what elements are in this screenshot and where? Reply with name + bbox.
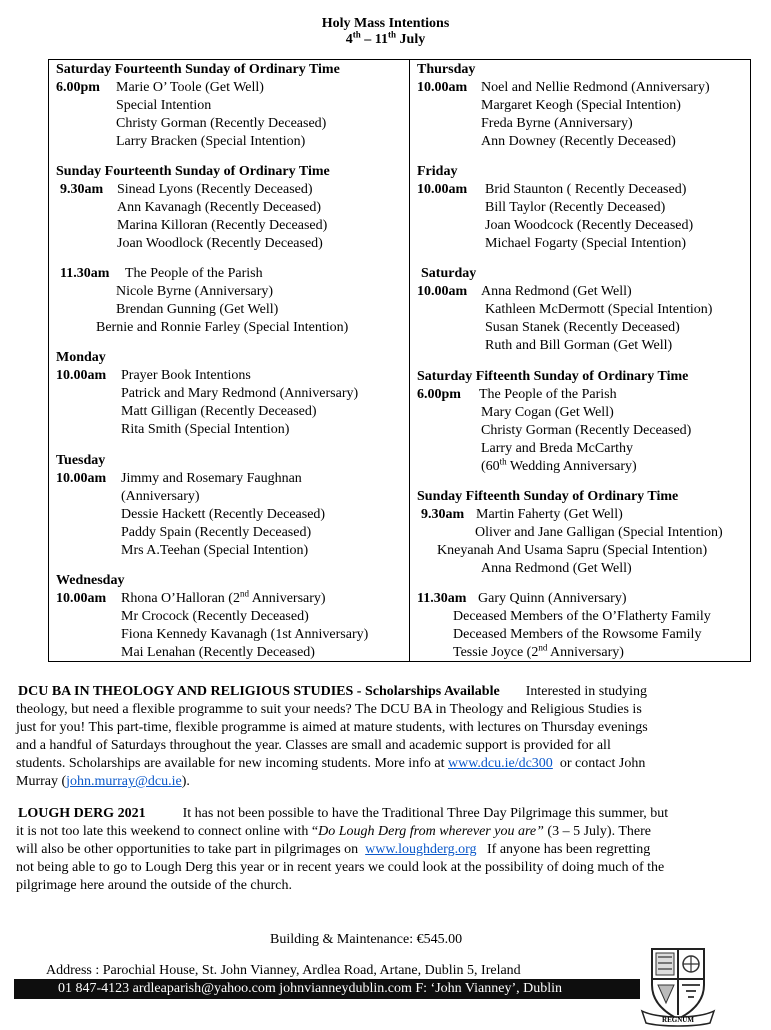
intention-line: Matt Gilligan (Recently Deceased) xyxy=(121,404,317,419)
right-thu-heading: Thursday xyxy=(417,62,476,77)
intention-line: Margaret Keogh (Special Intention) xyxy=(481,98,681,113)
paragraph-line xyxy=(16,823,651,841)
paragraph-line xyxy=(16,841,650,859)
dcu-heading: DCU BA IN THEOLOGY AND RELIGIOUS STUDIES - Scholarships Available xyxy=(18,684,500,699)
intention-line: Mr Crocock (Recently Deceased) xyxy=(121,609,309,624)
date-range xyxy=(0,29,771,48)
intention-line: Larry Bracken (Special Intention) xyxy=(116,134,306,149)
intention-line: Mrs A.Teehan (Special Intention) xyxy=(121,543,309,558)
intention-line: Larry and Breda McCarthy xyxy=(481,441,633,456)
ordinal-suffix: th xyxy=(499,456,507,467)
ordinal-suffix: nd xyxy=(538,642,548,653)
right-sat2-time: 6.00pm xyxy=(417,387,461,402)
intention-line: Bill Taylor (Recently Deceased) xyxy=(485,200,666,215)
intention-line: Paddy Spain (Recently Deceased) xyxy=(121,525,312,540)
intention-line: Susan Stanek (Recently Deceased) xyxy=(485,320,680,335)
paragraph-text: If anyone has been regretting xyxy=(487,842,651,857)
intention-text: Wedding Anniversary) xyxy=(506,459,637,474)
paragraph-text: will also be other opportunities to take part in pilgrimages on xyxy=(16,842,359,857)
right-sat-time: 10.00am xyxy=(417,284,468,299)
intention-line: Christy Gorman (Recently Deceased) xyxy=(116,116,327,131)
left-tue-heading: Tuesday xyxy=(56,453,106,468)
right-sun-time2: 11.30am xyxy=(417,591,467,606)
intention-line: The People of the Parish xyxy=(125,266,263,281)
contact-footer-bar xyxy=(14,979,640,999)
intention-line: Rita Smith (Special Intention) xyxy=(121,422,290,437)
left-sat-heading: Saturday Fourteenth Sunday of Ordinary Time xyxy=(56,62,340,77)
lough-derg-link[interactable]: www.loughderg.org xyxy=(365,842,477,857)
intention-line: Mai Lenahan (Recently Deceased) xyxy=(121,645,315,660)
left-sun-time2: 11.30am xyxy=(60,266,110,281)
intention-line: Michael Fogarty (Special Intention) xyxy=(485,236,686,251)
intention-line: Anna Redmond (Get Well) xyxy=(481,284,632,299)
intention-line: Christy Gorman (Recently Deceased) xyxy=(481,423,692,438)
right-sun-heading: Sunday Fifteenth Sunday of Ordinary Time xyxy=(417,489,679,504)
dcu-website-link[interactable]: www.dcu.ie/dc300 xyxy=(447,756,553,771)
intention-line: Patrick and Mary Redmond (Anniversary) xyxy=(121,386,359,401)
paragraph-text: Murray ( xyxy=(16,774,67,789)
right-fri-heading: Friday xyxy=(417,164,458,179)
lough-heading: LOUGH DERG 2021 xyxy=(18,806,146,821)
intention-text: Rhona O’Halloran (2 xyxy=(121,591,240,606)
title-text: Holy Mass Intentions xyxy=(321,16,450,31)
paragraph-line: pilgrimage here around the outside of the church. xyxy=(16,878,293,893)
intention-line: Brendan Gunning (Get Well) xyxy=(116,302,279,317)
intention-line: Kneyanah And Usama Sapru (Special Intention) xyxy=(437,543,708,558)
intention-line: Prayer Book Intentions xyxy=(121,368,251,383)
dcu-first-line xyxy=(18,683,647,701)
intention-line: Marie O’ Toole (Get Well) xyxy=(116,80,264,95)
intention-line: Nicole Byrne (Anniversary) xyxy=(116,284,274,299)
right-sat2-heading: Saturday Fifteenth Sunday of Ordinary Time xyxy=(417,369,689,384)
intention-line: Kathleen McDermott (Special Intention) xyxy=(485,302,713,317)
intention-text: (60 xyxy=(481,459,500,474)
paragraph-line: just for you! This part-time, flexible programme is aimed at mature students, with lectures on Thursday evenings xyxy=(16,720,648,735)
left-wed-heading: Wednesday xyxy=(56,573,125,588)
intention-line: Marina Killoran (Recently Deceased) xyxy=(117,218,328,233)
intention-line: Anna Redmond (Get Well) xyxy=(481,561,632,576)
date-end-suffix: th xyxy=(388,29,397,40)
paragraph-line xyxy=(16,755,645,773)
date-mid: – 11 xyxy=(360,32,389,47)
left-sun-heading: Sunday Fourteenth Sunday of Ordinary Time xyxy=(56,164,330,179)
building-maintenance: Building & Maintenance: €545.00 xyxy=(270,932,463,947)
paragraph-line xyxy=(16,773,190,791)
intention-line xyxy=(121,590,326,608)
left-mon-time: 10.00am xyxy=(56,368,107,383)
emphasis-text: Do Lough Derg from wherever you are” xyxy=(318,824,544,839)
paragraph-line: and a handful of Saturdays throughout the year. Classes are small and academic support is provided for all xyxy=(16,738,611,753)
intention-line xyxy=(481,458,637,476)
right-fri-time: 10.00am xyxy=(417,182,468,197)
left-wed-time: 10.00am xyxy=(56,591,107,606)
intention-line: Bernie and Ronnie Farley (Special Intention) xyxy=(96,320,349,335)
intention-line xyxy=(453,644,624,662)
intention-line: Fiona Kennedy Kavanagh (1st Anniversary) xyxy=(121,627,369,642)
right-thu-time: 10.00am xyxy=(417,80,468,95)
intention-line: Dessie Hackett (Recently Deceased) xyxy=(121,507,326,522)
intention-line: The People of the Parish xyxy=(479,387,617,402)
crest-motto: REGNUM xyxy=(662,1016,694,1024)
lough-first-line xyxy=(18,805,668,823)
column-divider xyxy=(409,59,410,662)
intention-line: Joan Woodlock (Recently Deceased) xyxy=(117,236,323,251)
paragraph-text: ). xyxy=(181,774,190,789)
intention-line: Joan Woodcock (Recently Deceased) xyxy=(485,218,694,233)
left-tue-time: 10.00am xyxy=(56,471,107,486)
date-start: 4 xyxy=(345,32,353,47)
intention-line: Special Intention xyxy=(116,98,212,113)
intention-text: Tessie Joyce (2 xyxy=(453,645,539,660)
paragraph-text: or contact John xyxy=(559,756,646,771)
intention-line: Gary Quinn (Anniversary) xyxy=(478,591,627,606)
left-sun-time1: 9.30am xyxy=(60,182,104,197)
address: Address : Parochial House, St. John Vianney, Ardlea Road, Artane, Dublin 5, Ireland xyxy=(46,963,521,978)
contact-details: 01 847-4123 ardleaparish@yahoo.com johnvianneydublin.com F: ‘John Vianney’, Dublin xyxy=(58,981,563,996)
date-month: July xyxy=(396,32,426,47)
paragraph-text: it is not too late this weekend to connect online with “ xyxy=(16,824,319,839)
right-sat-heading: Saturday xyxy=(421,266,477,281)
intention-line: Ruth and Bill Gorman (Get Well) xyxy=(485,338,673,353)
parish-crest-icon xyxy=(638,945,718,1027)
paragraph-line: not being able to go to Lough Derg this year or in recent years we could look at the possibility of doing much of the xyxy=(16,860,665,875)
intention-text: Anniversary) xyxy=(547,645,624,660)
intention-line: Martin Faherty (Get Well) xyxy=(476,507,623,522)
paragraph-text: students. Scholarships are available for new incoming students. More info at xyxy=(16,756,445,771)
left-sat-time: 6.00pm xyxy=(56,80,100,95)
paragraph-text: (3 – 5 July). There xyxy=(543,824,651,839)
dcu-email-link[interactable]: john.murray@dcu.ie xyxy=(66,774,182,789)
intention-line: Mary Cogan (Get Well) xyxy=(481,405,614,420)
right-sun-time1: 9.30am xyxy=(421,507,465,522)
intention-line: Jimmy and Rosemary Faughnan xyxy=(121,471,302,486)
date-start-suffix: th xyxy=(352,29,361,40)
bulletin-title xyxy=(0,16,771,48)
intention-text: Anniversary) xyxy=(248,591,326,606)
intention-line: Ann Downey (Recently Deceased) xyxy=(481,134,676,149)
dcu-intro: Interested in studying xyxy=(525,684,647,699)
intention-line: Oliver and Jane Galligan (Special Intention) xyxy=(475,525,723,540)
paragraph-text: It has not been possible to have the Traditional Three Day Pilgrimage this summer, but xyxy=(182,806,669,821)
left-mon-heading: Monday xyxy=(56,350,106,365)
intention-line: Deceased Members of the O’Flatherty Family xyxy=(453,609,711,624)
intention-line: Deceased Members of the Rowsome Family xyxy=(453,627,702,642)
paragraph-line: theology, but need a flexible programme to suit your needs? The DCU BA in Theology and Religious Studies is xyxy=(16,702,642,717)
intention-line: Sinead Lyons (Recently Deceased) xyxy=(117,182,313,197)
intention-line: Noel and Nellie Redmond (Anniversary) xyxy=(481,80,710,95)
intention-line: Ann Kavanagh (Recently Deceased) xyxy=(117,200,322,215)
intention-line: Freda Byrne (Anniversary) xyxy=(481,116,633,131)
ordinal-suffix: nd xyxy=(239,588,249,599)
intention-line: Brid Staunton ( Recently Deceased) xyxy=(485,182,687,197)
intention-line: (Anniversary) xyxy=(121,489,200,504)
